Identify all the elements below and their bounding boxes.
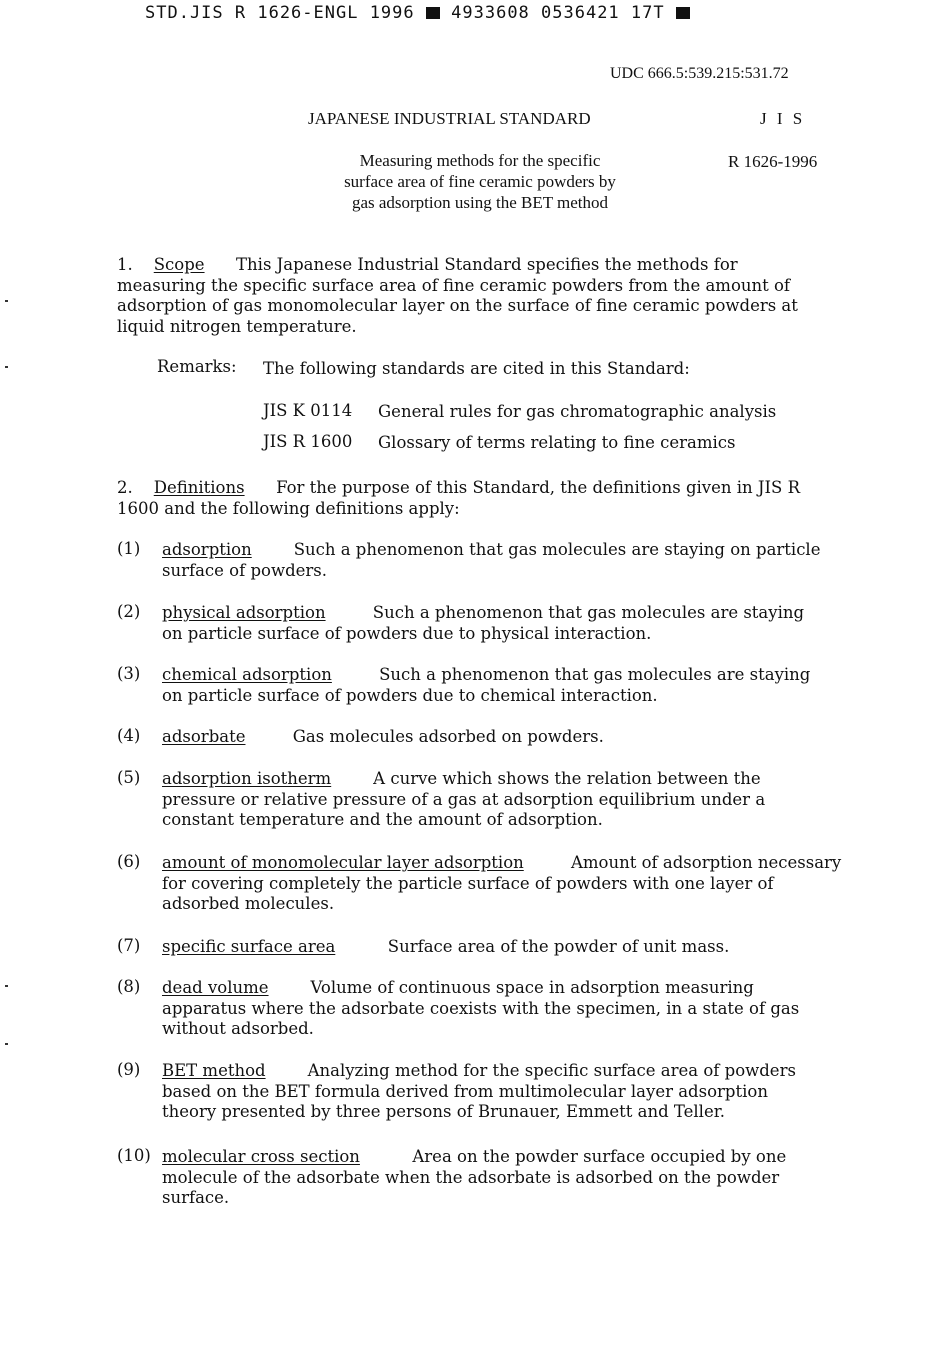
- remarks-text: The following standards are cited in this Standard:: [263, 359, 690, 378]
- scope-text: This Japanese Industrial Standard specifies the methods for measuring the specific surface area of fine ceramic powders from the amount of adsorption of gas monomolecular layer on the surface of fine ceramic powders at liquid nitrogen temperature.: [117, 255, 798, 336]
- def-text: Volume of continuous space in adsorption measuring apparatus where the adsorbate coexists with the specimen, in a state of gas without adsorbed.: [162, 978, 800, 1038]
- def-text: Such a phenomenon that gas molecules are staying on particle surface of powders due to physical interaction.: [162, 603, 805, 643]
- jis-mark: J I S: [760, 109, 806, 128]
- definition-item: [162, 1147, 812, 1209]
- def-number: (3): [117, 664, 141, 683]
- definition-item: [162, 769, 822, 831]
- def-term: molecular cross section: [162, 1147, 360, 1166]
- cited-code: JIS K 0114: [263, 401, 353, 420]
- def-term: adsorption isotherm: [162, 769, 332, 788]
- def-text: Such a phenomenon that gas molecules are staying on particle surface of powders due to chemical interaction.: [162, 665, 811, 705]
- scan-block-mark: [426, 7, 440, 19]
- def-text: Gas molecules adsorbed on powders.: [292, 727, 604, 746]
- def-number: (8): [117, 977, 141, 996]
- def-text: Analyzing method for the specific surface area of powders based on the BET formula derived from multimolecular layer adsorption theory presented by three persons of Brunauer, Emmett and Teller.: [162, 1061, 796, 1121]
- definition-item: [162, 978, 832, 1040]
- scan-artifact-dot: [5, 985, 8, 987]
- def-term: specific surface area: [162, 937, 336, 956]
- title-line: gas adsorption using the BET method: [351, 193, 609, 212]
- scan-header-line: [145, 3, 690, 23]
- definition-item: [162, 937, 827, 958]
- def-term: physical adsorption: [162, 603, 326, 622]
- def-term: adsorbate: [162, 727, 246, 746]
- definition-item: [162, 603, 827, 644]
- definitions-section: [117, 478, 827, 519]
- title-line: Measuring methods for the specific: [359, 151, 601, 170]
- def-number: (10): [117, 1146, 151, 1165]
- scan-artifact-dot: [5, 366, 8, 368]
- cited-title: General rules for gas chromatographic analysis: [378, 402, 777, 421]
- udc-number: UDC 666.5:539.215:531.72: [610, 65, 789, 82]
- def-number: (9): [117, 1060, 141, 1079]
- definitions-heading: Definitions: [153, 478, 245, 497]
- definition-item: [162, 540, 822, 581]
- standard-number: R 1626-1996: [728, 152, 818, 171]
- standard-name: JAPANESE INDUSTRIAL STANDARD: [308, 109, 591, 128]
- def-text: Such a phenomenon that gas molecules are staying on particle surface of powders.: [162, 540, 821, 580]
- def-number: (1): [117, 539, 141, 558]
- scan-line-text: STD.JIS R 1626-ENGL 1996: [145, 3, 415, 23]
- def-term: amount of monomolecular layer adsorption: [162, 853, 524, 872]
- scan-code-text: 4933608 0536421 17T: [451, 3, 665, 23]
- def-text: Surface area of the powder of unit mass.: [387, 937, 730, 956]
- def-number: (4): [117, 726, 141, 745]
- scope-heading: Scope: [153, 255, 205, 274]
- def-text: Area on the powder surface occupied by one molecule of the adsorbate when the adsorbate is adsorbed on the powder surface.: [162, 1147, 787, 1207]
- definitions-text: For the purpose of this Standard, the definitions given in JIS R 1600 and the following definitions apply:: [117, 478, 800, 518]
- definition-item: [162, 727, 827, 748]
- definition-item: [162, 1061, 822, 1123]
- def-number: (7): [117, 936, 141, 955]
- def-number: (6): [117, 852, 141, 871]
- def-term: chemical adsorption: [162, 665, 332, 684]
- definition-item: [162, 665, 827, 706]
- scan-artifact-dot: [5, 300, 8, 302]
- def-term: adsorption: [162, 540, 252, 559]
- title-line: surface area of fine ceramic powders by: [344, 172, 616, 191]
- def-number: (2): [117, 602, 141, 621]
- def-text: Amount of adsorption necessary for covering completely the particle surface of powders with one layer of adsorbed molecules.: [162, 853, 842, 913]
- def-term: dead volume: [162, 978, 269, 997]
- scan-block-mark: [676, 7, 690, 19]
- definition-item: [162, 853, 842, 915]
- scan-artifact-dot: [5, 1043, 8, 1045]
- cited-title: Glossary of terms relating to fine ceramics: [378, 433, 736, 452]
- definitions-number: 2.: [117, 478, 133, 497]
- scope-section: [117, 255, 827, 337]
- document-title: [295, 150, 665, 213]
- cited-code: JIS R 1600: [263, 432, 353, 451]
- def-term: BET method: [162, 1061, 266, 1080]
- def-text: A curve which shows the relation between the pressure or relative pressure of a gas at adsorption equilibrium under a constant temperature and the amount of adsorption.: [162, 769, 766, 829]
- def-number: (5): [117, 768, 141, 787]
- scope-number: 1.: [117, 255, 133, 274]
- remarks-label: Remarks:: [157, 357, 237, 376]
